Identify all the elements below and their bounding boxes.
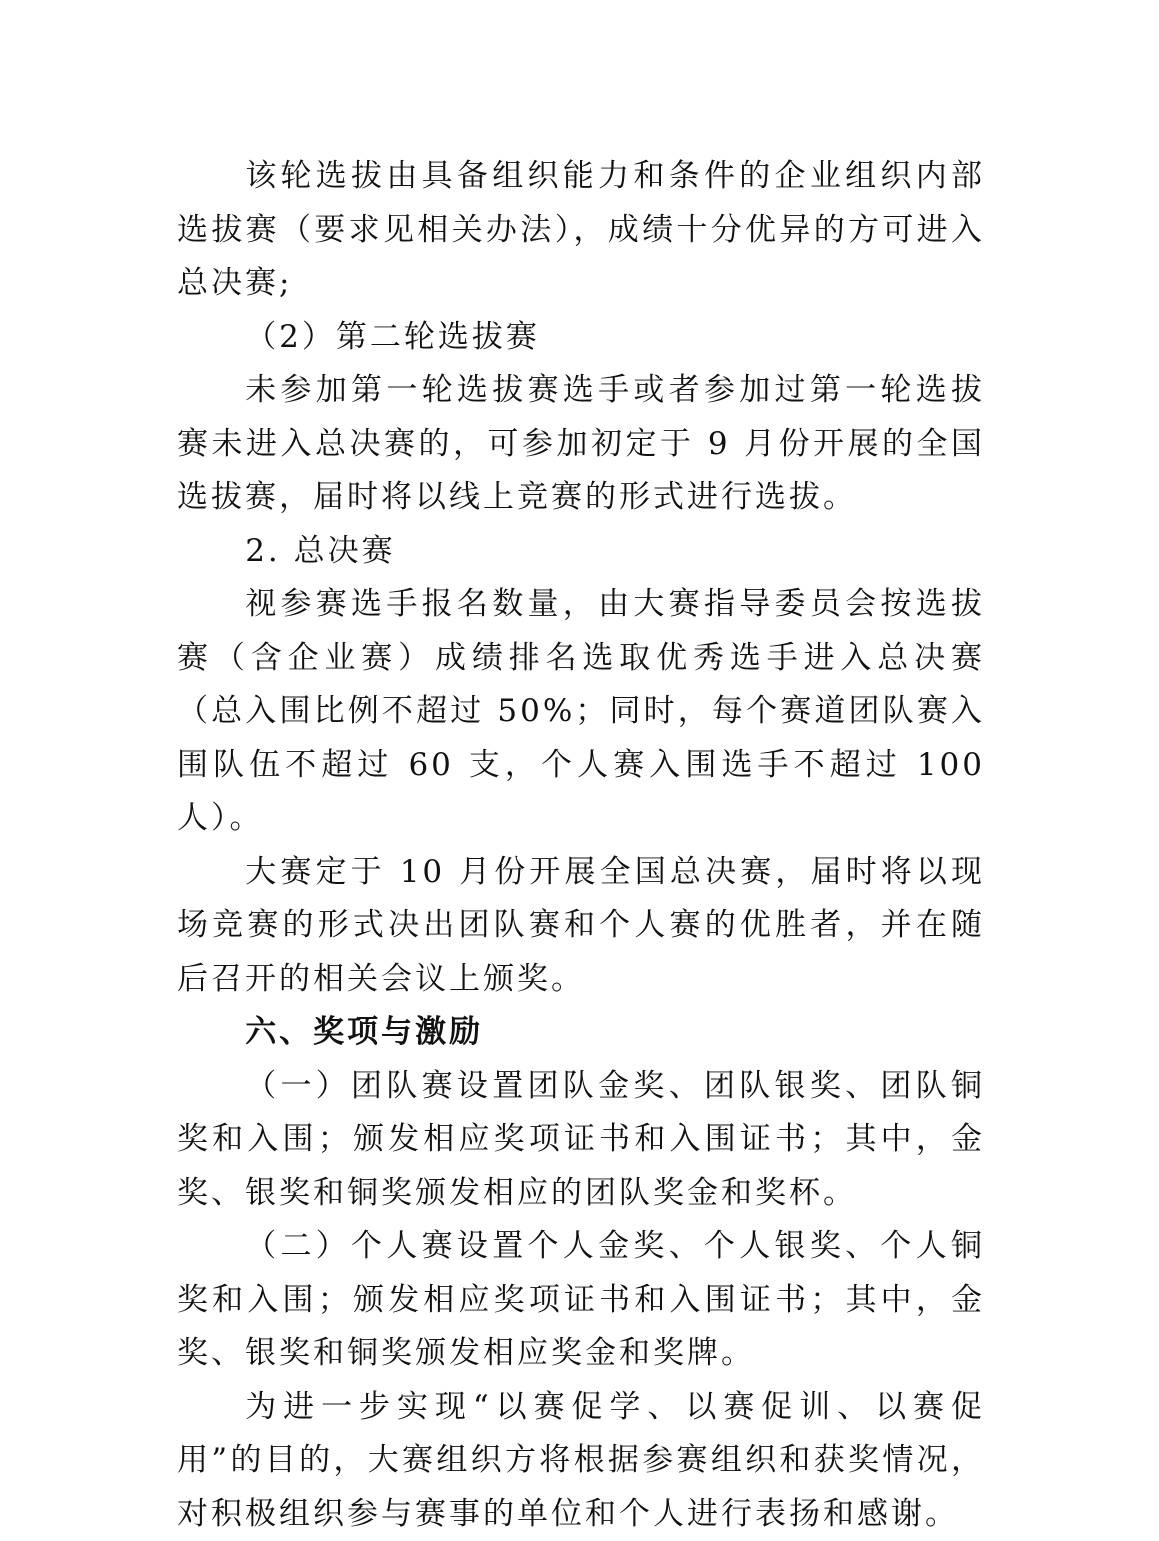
- paragraph-team-awards: （一）团队赛设置团队金奖、团队银奖、团队铜奖和入围；颁发相应奖项证书和入围证书；其中，金奖、银奖和铜奖颁发相应的团队奖金和奖杯。: [177, 1060, 985, 1221]
- document-body: [177, 150, 985, 1541]
- paragraph-recognition: 为进一步实现“以赛促学、以赛促训、以赛促用”的目的，大赛组织方将根据参赛组织和获奖情况，对积极组织参与赛事的单位和个人进行表扬和感谢。: [177, 1381, 985, 1541]
- paragraph-finals-selection: 视参赛选手报名数量，由大赛指导委员会按选拔赛（含企业赛）成绩排名选取优秀选手进入总决赛（总入围比例不超过 50%；同时，每个赛道团队赛入围队伍不超过 60 支，个人赛入围选手不超过 100 人）。: [177, 578, 985, 846]
- paragraph-finals-schedule: 大赛定于 10 月份开展全国总决赛，届时将以现场竞赛的形式决出团队赛和个人赛的优胜者，并在随后召开的相关会议上颁奖。: [177, 846, 985, 1007]
- paragraph-second-round-detail: 未参加第一轮选拔赛选手或者参加过第一轮选拔赛未进入总决赛的，可参加初定于 9 月份开展的全国选拔赛，届时将以线上竞赛的形式进行选拔。: [177, 364, 985, 525]
- paragraph-first-round-enterprise: 该轮选拔由具备组织能力和条件的企业组织内部选拔赛（要求见相关办法），成绩十分优异的方可进入总决赛;: [177, 150, 985, 311]
- paragraph-second-round-title: （2）第二轮选拔赛: [177, 311, 985, 365]
- section-heading-awards: 六、奖项与激励: [177, 1006, 985, 1060]
- paragraph-individual-awards: （二）个人赛设置个人金奖、个人银奖、个人铜奖和入围；颁发相应奖项证书和入围证书；其中，金奖、银奖和铜奖颁发相应奖金和奖牌。: [177, 1220, 985, 1381]
- paragraph-finals-title: 2. 总决赛: [177, 525, 985, 579]
